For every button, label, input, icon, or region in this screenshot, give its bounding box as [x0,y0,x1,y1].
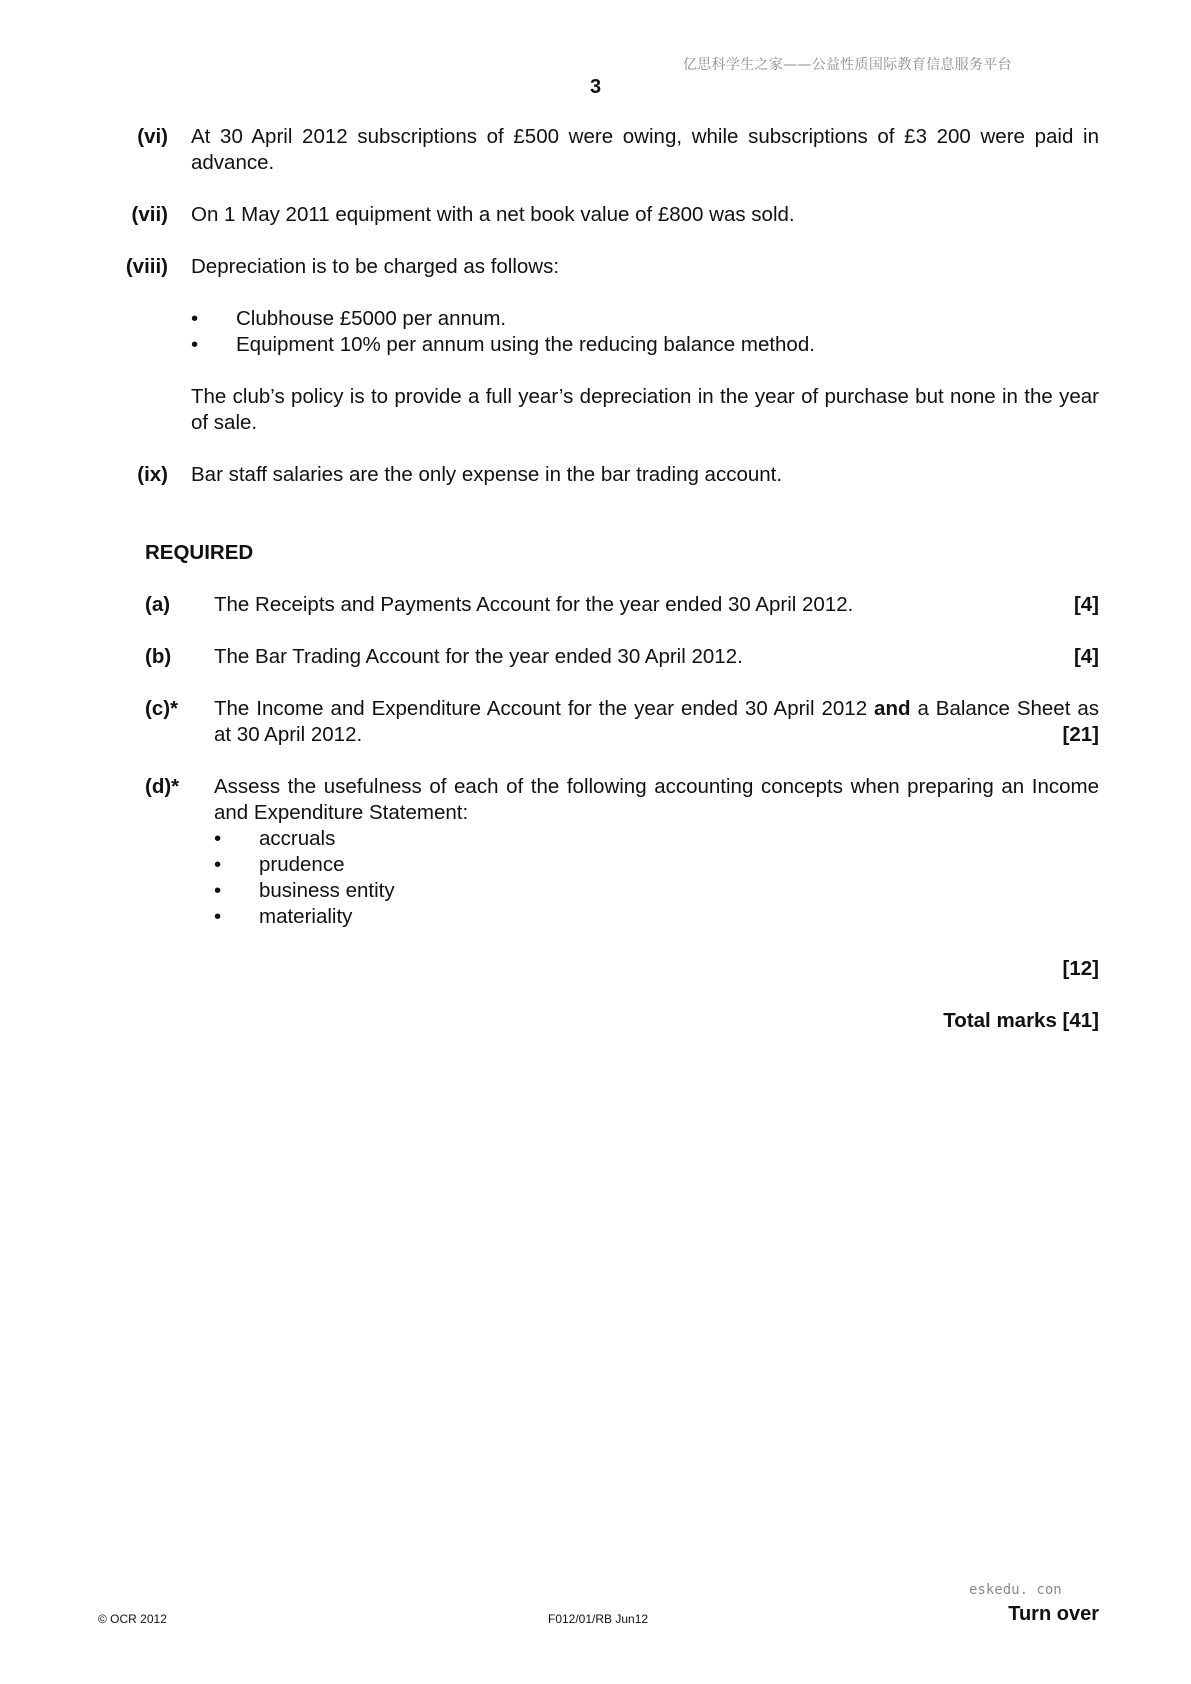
item-text: Bar staff salaries are the only expense in the bar trading account. [191,463,783,486]
question-label: (a) [145,593,171,616]
turn-over-label: Turn over [1008,1603,1099,1625]
page-number: 3 [589,76,602,98]
question-text: Assess the usefulness of each of the following accounting concepts when preparing an Income and Expenditure Statement: [214,775,1099,824]
question-text: The Receipts and Payments Account for the year ended 30 April 2012. [214,593,854,616]
item-text: On 1 May 2011 equipment with a net book value of £800 was sold. [191,203,795,226]
list-item: • business entity [214,879,395,902]
list-item-vii [120,202,1099,228]
question-mark: [4] [1073,645,1099,668]
bullet-icon: • [191,307,199,330]
question-label: (b) [145,645,172,668]
question-c [120,696,1099,748]
question-b [120,644,1099,670]
item-number: (viii) [125,255,168,278]
paper-code: F012/01/RB Jun12 [548,1612,649,1626]
list-item: • prudence [214,853,345,876]
question-label: (c)* [145,697,179,720]
question-text: The Bar Trading Account for the year ended 30 April 2012. [214,645,743,668]
list-item: • Clubhouse £5000 per annum. [191,307,507,330]
question-d [120,774,1099,982]
total-marks: Total marks [41] [943,1009,1099,1032]
bullet-icon: • [191,333,199,356]
bullet-icon: • [214,905,222,928]
item-number: (vi) [137,125,168,148]
document-body [120,124,1099,1034]
question-text: The Income and Expenditure Account for the year ended 30 April 2012 and a Balance Sheet as at 30 April 2012. [21] [214,697,1099,746]
list-item: • Equipment 10% per annum using the reducing balance method. [191,333,815,356]
watermark-footer: eskedu. con [969,1582,1062,1598]
question-mark: [21] [1062,723,1099,746]
copyright-notice: © OCR 2012 [98,1612,167,1626]
depreciation-list [191,306,1099,358]
policy-text: The club’s policy is to provide a full year’s depreciation in the year of purchase but none in the year of sale. [191,385,1099,434]
question-label: (d)* [145,775,180,798]
list-item-ix [120,462,1099,488]
required-heading: REQUIRED [145,541,254,564]
item-number: (vii) [131,203,168,226]
list-item: • accruals [214,827,336,850]
question-mark: [12] [1062,957,1099,980]
concepts-list [214,826,1099,930]
item-number: (ix) [137,463,168,486]
question-mark: [4] [1073,593,1099,616]
list-item-vi [120,124,1099,176]
item-text: Depreciation is to be charged as follows: [191,255,560,278]
bullet-icon: • [214,879,222,902]
item-text: At 30 April 2012 subscriptions of £500 were owing, while subscriptions of £3 200 were paid in advance. [191,125,1099,174]
list-item: • materiality [214,905,353,928]
watermark-header: 亿思科学生之家——公益性质国际教育信息服务平台 [683,57,1012,73]
list-item-viii [120,254,1099,436]
bullet-icon: • [214,853,222,876]
question-a [120,592,1099,618]
bullet-icon: • [214,827,222,850]
